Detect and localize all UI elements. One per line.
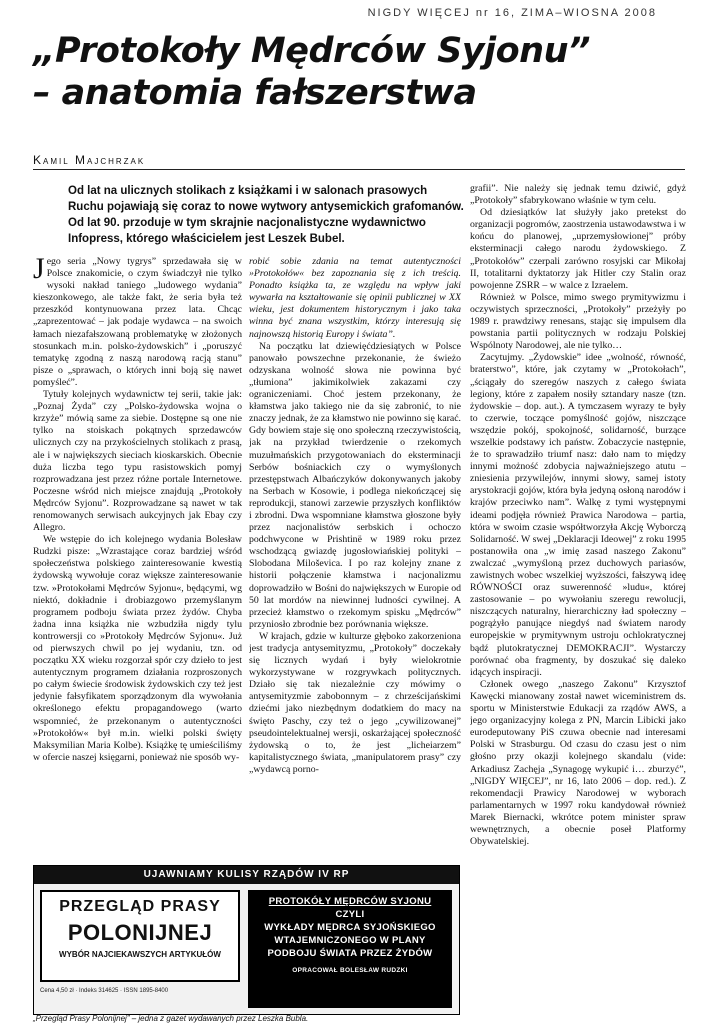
author-byline: Kamil Majchrzak — [33, 153, 146, 167]
paragraph: Od dziesiątków lat służyły jako pretekst do organizacji pogromów, zaostrzenia ustawodawstwa i w końcu do planowej, „uprzemysłowionej” próby eksterminacji całego narodu żydowskiego. Z „Protokołów” czerpali zarówno rosyjski car Mikołaj II, totalitarni dyktatorzy jak Hitler czy Stalin oraz powojenne ZSRR – w walce z Izraelem. — [470, 207, 686, 291]
advert-line-4: WTAJEMNICZONEGO W PLANY — [274, 935, 426, 946]
masthead-line-1: PRZEGLĄD PRASY — [59, 898, 221, 915]
paragraph: W krajach, gdzie w kulturze głęboko zakorzeniona jest tradycja antysemityzmu, „Protokoły” doczekały się licznych wydań i były wielokrotnie wykorzystywane w rozgrywkach politycznych. Działo się tak niezależnie czy mówimy o antysemityzmie zabobonnym – z chrześcijańskimi dziećmi jako niezbędnym dodatkiem do macy na święto Paschy, czy też o jego „cywilizowanej” pseudointelektualnej wersji, oskarżającej społeczność żydowską o to, że jest „licheiarzem” kapitalistycznego świata, „manipulatorem prasy” czy „wydawcą porno- — [249, 630, 461, 775]
drop-cap: J — [33, 256, 45, 285]
image-caption: „Przegląd Prasy Polonijnej” – jedna z gazet wydawanych przez Leszka Bubla. — [33, 1014, 309, 1023]
advert-credit: OPRACOWAŁ BOLESŁAW RUDZKI — [292, 967, 408, 974]
article-lead: Od lat na ulicznych stolikach z książkami i w salonach prasowych Ruchu pojawiają się coraz to nowe wytwory antysemickich grafomanów. Od lat 90. przoduje w tym skrajnie nacjonalistyczne wydawnictwo Infopress, którego właścicielem jest Leszek Bubel. — [68, 185, 464, 245]
advert-line-3: WYKŁADY MĘDRCA SYJOŃSKIEGO — [264, 922, 436, 933]
magazine-meta: Cena 4,50 zł · Indeks 314625 · ISSN 1895-8400 — [40, 988, 169, 994]
paragraph — [33, 256, 242, 389]
paragraph-text: ego seria „Nowy tygrys” sprzedawała się w Polsce znakomicie, o czym świadczył nie tylko wysoki nakład taniego „ludowego wydania” kieszonkowego, ale także fakt, że seria była też przeszkód kontynuowana przez lata. Chcąc „zaprezentować – jak podaje wydawca – na swoich łamach niezafałszowaną problematykę w złożonych stosunkach m.in. polsko-żydowskich” i „poruszyć tematykę zgodną z naszą narodową racją stanu” pisze o „sprawach, o których inni boją się nawet pomyśleć”. — [33, 256, 242, 388]
paragraph: Na początku lat dziewięćdziesiątych w Polsce panowało powszechne przekonanie, że świeżo odzyskana wolność słowa nie powinna być „tłumiona” jakimikolwiek zakazami czy ograniczeniami. Choć jestem przekonany, że kłamstwa jako takiego nie da się zabronić, to nie znaczy jednak, że za kłamstwo nie powinno się karać. Gdy bowiem staje się ono społeczną rzeczywistością, jak na przykład twierdzenie o rzekomych muzułmańskich przygotowaniach do eksterminacji Serbów bośniackich czy o wymyślonych przestępstwach Albańczyków dokonywanych jakoby na Serbach w Kosowie, i podlega niekończącej się reprodukcji, stanowi zarzewie przyszłych konfliktów i zbrodni. Dwa wspomniane kłamstwa głoszone były przez nacjonalistów serbskich i ochoczo podchwycone w Prishtinë w 1989 roku przez wschodzącą gwiazdę jugosłowiańskiej polityki – Slobodana Miloševica. I po raz kolejny znane z historii połączenie kłamstwa i nacjonalizmu doprowadziło w Bośni do największych w Europie od 50 lat mordów na niewinnej ludności cywilnej. A przecież kłamstwo o rzekomym spisku „Mędrców” przyniosło zbrodnie bez porównania większe. — [249, 340, 461, 630]
paragraph: Zacytujmy. „Żydowskie” idee „wolność, równość, braterstwo”, które, jak czytamy w „Protokołach”, „ściągały do szeregów naszych z całego świata legiony, które z zapałem nosiły sztandary nasze (tzn. żydowskie – dop. aut.). A tymczasem wyrazy te były to czerwie, toczące pomyślność gojów, niszczące wszędzie pokój, spokojność, solidarność, burzące wszelkie podstawy ich państw. Zobaczycie następnie, że to sprawadziło triumf nasz: dało nam to między innymi możność zdobycia najważniejszego atutu – zniesienia przywilejów, innymi słowy, samej istoty arystokracji gojów, która była jedyną osłoną narodów i krajów przeciwko nam”. Walkę z tymi występnymi ideami podjęła również Prawica Narodowa – partia, która w swoim czasie współtworzyła Akcję Wyborczą Solidarność. W swej „Deklaracji Ideowej” z roku 1995 postanowiła ona „w imię zasad naszego Zakonu” zwalczać „wymyśloną przez duchowych pariasów, zawistnych wobec wszelkiej wyższości, fałszywą ideę RÓWNOŚCI oraz suwerenność »ludu«, której zastosowanie – po wywołaniu szeregu rewolucji, niszczących naturalny, hierarchiczny ład społeczny – pogrążyło panujące niegdyś nad światem narody europejskie w prymitywnym ustroju ochlokratycznej bądź plutokratycznej DEMOKRACJI”. Wystarczy porównać oba fragmenty, by doszukać się daleko idących inspiracji. — [470, 352, 686, 678]
paragraph: Tytuły kolejnych wydawnictw tej serii, takie jak: „Poznaj Żyda” czy „Polsko-żydowska wojna o krzyże” mówią same za siebie. Dostępne są one nie tylko na stoiskach pokątnych sprzedawców ulicznych czy na przykościelnych stolikach z prasą, ale i w największych sieciach kioskarskich. Obecnie duża liczba tego typu rasistowskich pomyj rozprowadzana jest przez różne portale Internetowe. Poczesne wśród nich miejsce znajdują „Protokoły Mędrców Syjonu”. Rozprowadzane są nawet w tak renomowanych serwisach aukcyjnych jak Ebay czy Allegro. — [33, 389, 242, 534]
article-title — [33, 30, 693, 114]
paragraph: robić sobie zdania na temat autentyczności »Protokołów« bez zapoznania się z ich treścią. Ponadto książka ta, ze względu na wpływ jaki wywarła na kształtowanie się opinii publicznej w XX wieku, jest dokumentem historycznym i jako taka winna być znana wszystkim, którzy interesują się najnowszą historią Europy i świata”. — [249, 256, 461, 340]
title-line-2: – anatomia fałszerstwa — [33, 73, 477, 113]
paragraph: grafii”. Nie należy się jednak temu dziwić, gdyż „Protokoły” sfabrykowano właśnie w tym celu. — [470, 183, 686, 207]
paragraph: Również w Polsce, mimo swego prymitywizmu i oczywistych sprzeczności, „Protokoły” przeżyły po 1989 r. prawdziwy renesans, stając się impulsem dla powstania partii politycznych w rodzaju Polskiej Wspólnoty Narodowej, ale nie tylko… — [470, 291, 686, 352]
advert-line-1: PROTOKÓŁY MĘDRCÓW SYJONU — [268, 896, 432, 907]
text-column-1 — [33, 256, 242, 848]
byline-divider — [33, 169, 685, 170]
page-header: NIGDY WIĘCEJ nr 16, ZIMA–WIOSNA 2008 — [367, 7, 657, 19]
magazine-masthead — [40, 890, 240, 982]
magazine-cover-illustration — [33, 865, 460, 1015]
advert-line-5: PODBOJU ŚWIATA PRZEZ ŻYDÓW — [267, 948, 433, 959]
masthead-tagline: WYBÓR NAJCIEKAWSZYCH ARTYKUŁÓW — [59, 950, 221, 959]
advert-line-2: CZYLI — [335, 909, 365, 920]
title-line-1: „Protokoły Mędrców Syjonu” — [33, 31, 591, 71]
book-advert — [248, 890, 452, 1008]
masthead-line-2: POLONIJNEJ — [67, 920, 213, 945]
paragraph: We wstępie do ich kolejnego wydania Bolesław Rudzki pisze: „Wzrastające coraz bardziej wśród społeczeństwa polskiego zainteresowanie kwestią żydowską wywołuje coraz większe zainteresowanie tzw. »Protokołami Mędrców Syjonu«, będącymi, wg niektó, dokładnie i drobiazgowo przemyślanym programem podboju świata przez żydów. Chyba żadna inna książka nie wzbudziła nigdy tylu kontrowersji co »Protokoły Mędrców Syjonu«. Już od pierwszych chwil po jej wydaniu, tzn. od początku XX wieku rozgorzał spór czy dzieło to jest autentycznym programem działania rozproszonych po całym świecie środowisk żydowskich czy też jest jedynie fałsyfikatem sporządzonym dla wywołania określonego efektu propagandowego (warto wspomnieć, że przekonanym o autentyczności »Protokołów« był m.in. wielki polski święty Maksymilian Maria Kolbe). Książkę tę umieściliśmy w ofercie naszej księgarni, ponieważ nie sposób wy- — [33, 534, 242, 763]
text-column-2 — [249, 256, 461, 848]
text-column-3 — [470, 183, 686, 1023]
ad-banner: UJAWNIAMY KULISY RZĄDÓW IV RP — [34, 866, 459, 884]
paragraph: Członek owego „naszego Zakonu” Krzysztof Kawęcki mianowany został nawet wiceministrem ds. sportu w Ministerstwie Edukacji za rządów AWS, a jego organizacyjny kolega z PN, Marcin Libicki jako eurodeputowany PiS czuwa obecnie nad interesami Polski w Strasburgu. Od czasu do czasu jest o nim głośno przy okazji kolejnego skandalu (vide: Arkadiusz Zachęja „Synagogę wykupić i… zburzyć”, „NIGDY WIĘCEJ”, nr 16, lato 2006 – dop. red.). Z rekomendacji Prawicy Narodowej w wyborach parlamentarnych w 1997 roku kandydował również Marek Biernacki, wkrótce potem minister spraw wewnętrznych, a obecnie poseł Platformy Obywatelskiej. — [470, 678, 686, 848]
